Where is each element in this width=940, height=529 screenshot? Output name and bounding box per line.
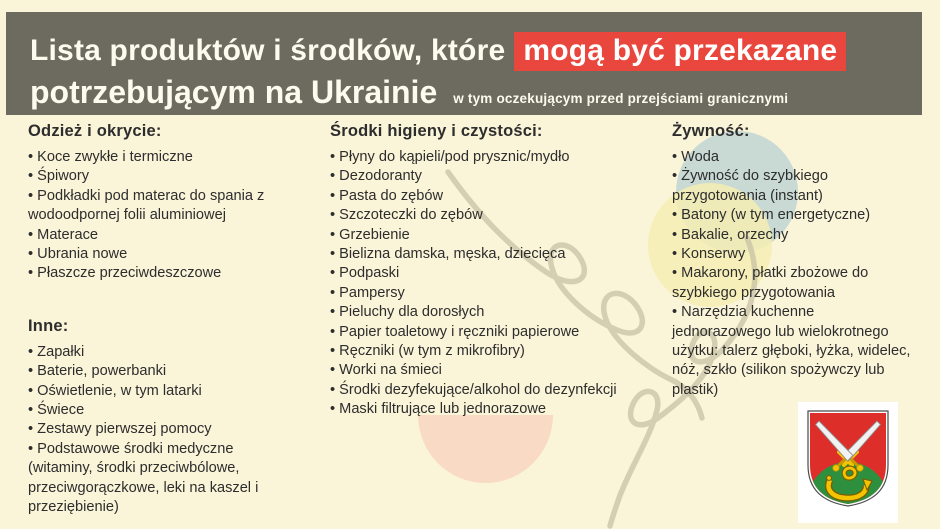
header-banner [6, 12, 922, 115]
section-heading: Inne: [28, 316, 69, 335]
list-item: • Szczoteczki do zębów [330, 207, 483, 224]
title-part-2: potrzebującym na Ukrainie [30, 74, 438, 110]
list-item: • Ręczniki (w tym z mikrofibry) [330, 343, 525, 360]
list-item: • Worki na śmieci [330, 362, 442, 379]
column-clothing-other [28, 122, 296, 518]
list-item: • Konserwy [672, 246, 746, 263]
list-item: • Papier toaletowy i ręczniki papierowe [330, 323, 580, 340]
list-item: • Płyny do kąpieli/pod prysznic/mydło [330, 149, 570, 165]
list-item: • Ubrania nowe [28, 246, 128, 263]
section-heading: Żywność: [672, 122, 750, 140]
list-item: • Zapałki [28, 343, 85, 360]
list-item: • Grzebienie [330, 226, 410, 243]
decor-pink-half-disc [418, 415, 553, 483]
list-item: • Zestawy pierwszej pomocy [28, 421, 212, 438]
list-section [330, 122, 652, 420]
list-item: • Bielizna damska, męska, dziecięca [330, 246, 566, 263]
section-heading: Środki higieny i czystości: [330, 122, 543, 140]
section-heading: Odzież i okrycie: [28, 122, 162, 140]
list-item: • Podstawowe środki medyczne (witaminy, środki przeciwbólowe, przeciwgorączkowe, leki na kaszel i przeziębienie) [28, 440, 259, 516]
list-item: • Materace [28, 226, 98, 243]
list-item: • Podpaski [330, 265, 400, 282]
list-item: • Bakalie, orzechy [672, 226, 789, 243]
title-highlight: mogą być przekazane [514, 32, 846, 71]
list-item: • Żywność do szybkiego przygotowania (instant) [672, 168, 828, 204]
subtitle: w tym oczekującym przed przejściami granicznymi [453, 91, 789, 106]
list-item: • Maski filtrujące lub jednorazowe [330, 401, 547, 418]
list-item: • Batony (w tym energetyczne) [672, 207, 871, 224]
list-item: • Pampersy [330, 284, 405, 301]
title-part-1: Lista produktów i środków, które [30, 34, 506, 67]
list-section [672, 122, 914, 400]
column-hygiene [330, 122, 652, 420]
list-item: • Płaszcze przeciwdeszczowe [28, 265, 222, 282]
title-line-2 [30, 74, 788, 111]
list-item: • Środki dezyfekujące/alkohol do dezynfekcji [330, 381, 617, 398]
list-item: • Koce zwykłe i termiczne [28, 149, 193, 165]
list-section [28, 317, 296, 518]
coat-of-arms [798, 402, 898, 523]
column-food [672, 122, 914, 400]
list-section [28, 122, 296, 284]
list-item: • Śpiwory [28, 168, 90, 185]
list-item: • Woda [672, 149, 720, 165]
list-item: • Makarony, płatki zbożowe do szybkiego przygotowania [672, 265, 869, 301]
list-item: • Oświetlenie, w tym latarki [28, 382, 202, 399]
title-line-1 [30, 34, 846, 68]
coat-of-arms-shield [803, 408, 893, 508]
list-item: • Narzędzia kuchenne jednorazowego lub wielokrotnego użytku: talerz głęboki, łyżka, widelec, nóż, szkło (silikon spożywczy lub plastik) [672, 304, 911, 398]
list-item: • Baterie, powerbanki [28, 363, 167, 380]
list-item: • Pieluchy dla dorosłych [330, 304, 485, 321]
list-item: • Świece [28, 402, 85, 419]
list-item: • Dezodoranty [330, 168, 422, 185]
list-item: • Pasta do zębów [330, 187, 444, 204]
list-item: • Podkładki pod materac do spania z wodoodpornej folii aluminiowej [28, 187, 265, 224]
